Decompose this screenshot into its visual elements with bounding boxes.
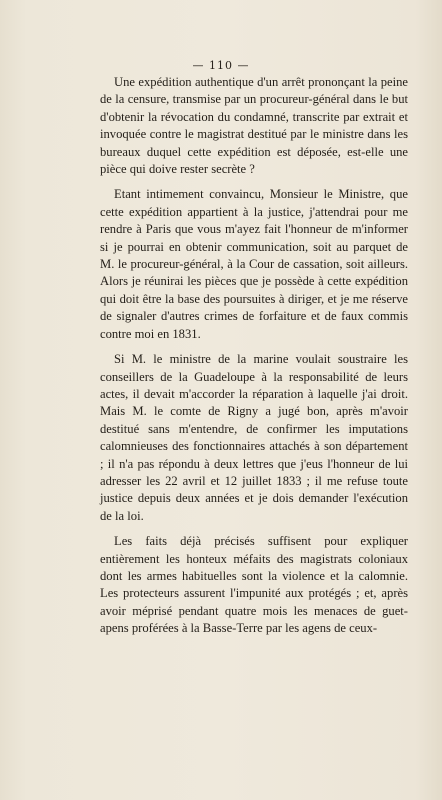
- paragraph-4: Les faits déjà précisés suffisent pour expliquer entièrement les honteux méfaits des magistrats coloniaux dont les armes habituelles sont la violence et la calomnie. Les protecteurs assurent l'impunité aux protégés ; et, après avoir méprisé pendant quatre mois les menaces de guet-apens proférées à la Basse-Terre par les agens de ceux-: [100, 534, 408, 636]
- paragraph-2: Etant intimement convaincu, Monsieur le Ministre, que cette expédition appartient à la justice, j'attendrai pour me rendre à Paris que vous m'ayez fait l'honneur de m'informer si je pourrai en obtenir communication, soit au parquet de M. le procureur-général, à la Cour de cassation, soit ailleurs. Alors je réunirai les pièces que je possède à cette expédition qui doit être la base des poursuites à diriger, et je me réserve de signaler d'autres crimes de forfaiture et de faux commis contre moi en 1831.: [100, 187, 408, 341]
- paragraph-1: Une expédition authentique d'un arrêt prononçant la peine de la censure, transmise par un procureur-général dans le but d'obtenir la révocation du condamné, transcrite par extrait et invoquée contre le magistrat destitué par le ministre dans les bureaux duquel cette expédition est déposée, est-elle une pièce qui doive rester secrète ?: [100, 75, 408, 177]
- page-number: — 110 —: [192, 59, 250, 72]
- body-text: [100, 74, 408, 638]
- paragraph-3: Si M. le ministre de la marine voulait soustraire les conseillers de la Guadeloupe à la responsabilité de leurs actes, il devait m'accorder la réparation à laquelle j'ai droit. Mais M. le comte de Rigny a jugé bon, après m'avoir destitué sans m'entendre, de confirmer les imputations calomnieuses des fonctionnaires attachés à son département ; il n'a pas répondu à deux lettres que j'eus l'honneur de lui adresser les 22 avril et 12 juillet 1833 ; il me refuse toute justice depuis deux années et je dois demander l'exécution de la loi.: [100, 352, 408, 523]
